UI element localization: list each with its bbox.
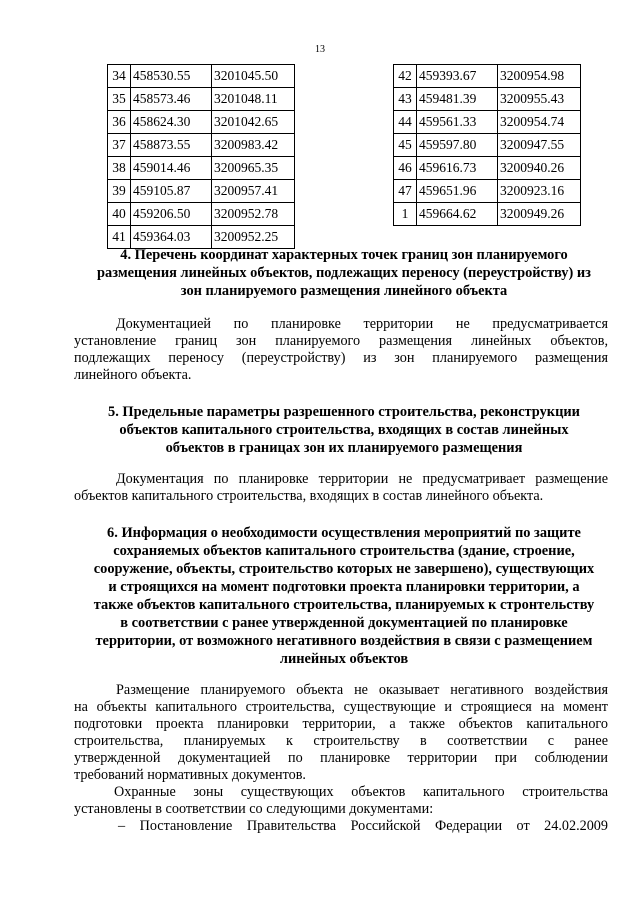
y-coordinate-cell: 3200952.78 [212,203,295,226]
point-number-cell: 40 [108,203,131,226]
table-row [394,88,581,111]
x-coordinate-cell: 459664.62 [417,203,498,226]
y-coordinate-cell: 3201048.11 [212,88,295,111]
section-5-paragraph [74,471,608,505]
x-coordinate-cell: 459393.67 [417,65,498,88]
paragraph-line: требований нормативных документов. [74,767,306,783]
x-coordinate-cell: 458573.46 [131,88,212,111]
paragraph-line: на объекты капитального строительства, существующие и строящиеся на момент [74,699,608,715]
coordinates-table-right [393,64,581,226]
x-coordinate-cell: 458530.55 [131,65,212,88]
paragraph-line: установлены в соответствии со следующими документами: [74,801,434,817]
table-row [108,157,295,180]
x-coordinate-cell: 458624.30 [131,111,212,134]
table-row [108,88,295,111]
x-coordinate-cell: 459206.50 [131,203,212,226]
heading-line: 6. Информация о необходимости осуществления мероприятий по защите [107,525,581,541]
table-row [108,111,295,134]
y-coordinate-cell: 3200983.42 [212,134,295,157]
paragraph-line: установление границ зон планируемого размещения линейных объектов, [74,333,608,349]
table-row [394,65,581,88]
paragraph-line: – Постановление Правительства Российской Федерации от 24.02.2009 [118,818,608,834]
paragraph-line: Размещение планируемого объекта не оказывает негативного воздействия [116,682,608,698]
y-coordinate-cell: 3200965.35 [212,157,295,180]
point-number-cell: 34 [108,65,131,88]
section-4-heading [82,246,606,300]
paragraph-line: подготовки проекта планировки территории, а также объектов капитального [74,716,608,732]
point-number-cell: 45 [394,134,417,157]
y-coordinate-cell: 3201042.65 [212,111,295,134]
x-coordinate-cell: 459481.39 [417,88,498,111]
paragraph-line: строительства, планируемых к строительству в соответствии с ранее [74,733,608,749]
x-coordinate-cell: 459364.03 [131,226,212,249]
table-row [108,65,295,88]
y-coordinate-cell: 3200952.25 [212,226,295,249]
heading-line: сохраняемых объектов капитального строительства (здание, строение, [113,543,575,559]
x-coordinate-cell: 459616.73 [417,157,498,180]
heading-line: зон планируемого размещения линейного объекта [180,283,508,299]
point-number-cell: 41 [108,226,131,249]
coordinates-table-left [107,64,295,249]
table-row [108,134,295,157]
heading-line: 4. Перечень координат характерных точек границ зон планируемого [120,247,568,263]
point-number-cell: 43 [394,88,417,111]
section-6-paragraph-3 [74,818,608,835]
heading-line: объектов капитального строительства, входящих в состав линейных [119,422,569,438]
point-number-cell: 37 [108,134,131,157]
point-number-cell: 42 [394,65,417,88]
point-number-cell: 38 [108,157,131,180]
paragraph-line: линейного объекта. [74,367,192,383]
point-number-cell: 39 [108,180,131,203]
point-number-cell: 36 [108,111,131,134]
x-coordinate-cell: 459105.87 [131,180,212,203]
x-coordinate-cell: 459651.96 [417,180,498,203]
heading-line: территории, от возможного негативного воздействия в связи с размещением [95,633,593,649]
point-number-cell: 47 [394,180,417,203]
y-coordinate-cell: 3200954.74 [498,111,581,134]
paragraph-line: утвержденной документацией по планировке территории при соблюдении [74,750,608,766]
point-number-cell: 46 [394,157,417,180]
paragraph-line: подлежащих переносу (переустройству) из зон планируемого размещения [74,350,608,366]
paragraph-line: Документация по планировке территории не предусматривает размещение [116,471,608,487]
y-coordinate-cell: 3200947.55 [498,134,581,157]
y-coordinate-cell: 3200940.26 [498,157,581,180]
table-row [394,157,581,180]
y-coordinate-cell: 3200923.16 [498,180,581,203]
paragraph-line: Документацией по планировке территории не предусматривается [116,316,608,332]
table-row [394,203,581,226]
point-number-cell: 1 [394,203,417,226]
table-row [394,134,581,157]
point-number-cell: 35 [108,88,131,111]
paragraph-line: Охранные зоны существующих объектов капитального строительства [114,784,608,800]
section-6-paragraph-1 [74,682,608,784]
table-row [394,180,581,203]
table-row [394,111,581,134]
x-coordinate-cell: 459597.80 [417,134,498,157]
y-coordinate-cell: 3200957.41 [212,180,295,203]
y-coordinate-cell: 3200955.43 [498,88,581,111]
section-4-paragraph [74,316,608,384]
heading-line: 5. Предельные параметры разрешенного строительства, реконструкции [108,404,580,420]
heading-line: линейных объектов [279,651,409,667]
x-coordinate-cell: 459561.33 [417,111,498,134]
heading-line: также объектов капитального строительства, планируемых к стронтельству [93,597,595,613]
heading-line: и строящихся на момент подготовки проекта планировки территории, а [108,579,580,595]
page-number: 13 [315,44,325,55]
section-6-heading [82,524,606,668]
heading-line: размещения линейных объектов, подлежащих переносу (переустройству) из [97,265,591,281]
x-coordinate-cell: 458873.55 [131,134,212,157]
table-row [108,180,295,203]
heading-line: сооружение, объекты, строительство которых не завершено), существующих [93,561,595,577]
y-coordinate-cell: 3200954.98 [498,65,581,88]
section-6-paragraph-2 [74,784,608,818]
y-coordinate-cell: 3200949.26 [498,203,581,226]
table-row [108,203,295,226]
heading-line: в соответствии с ранее утвержденной документацией по планировке [120,615,568,631]
section-5-heading [82,403,606,457]
x-coordinate-cell: 459014.46 [131,157,212,180]
paragraph-line: объектов капитального строительства, входящих в состав линейного объекта. [74,488,544,504]
point-number-cell: 44 [394,111,417,134]
y-coordinate-cell: 3201045.50 [212,65,295,88]
heading-line: объектов в границах зон их планируемого размещения [165,440,523,456]
